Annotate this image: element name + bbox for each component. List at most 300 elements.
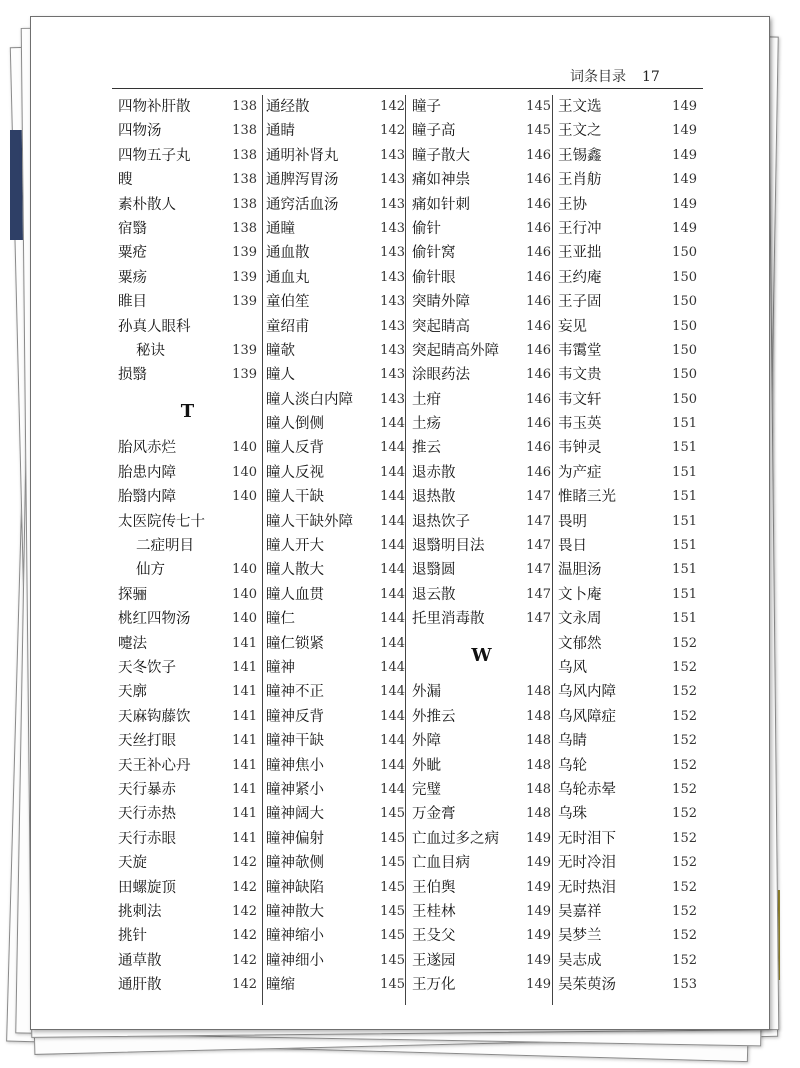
index-entry xyxy=(266,607,405,631)
index-entry xyxy=(558,900,697,924)
entry-page-number: 148 xyxy=(526,757,551,773)
entry-term: 韦钟灵 xyxy=(558,440,602,457)
entry-term: 瞳仁锁紧 xyxy=(266,635,324,652)
entry-page-number: 148 xyxy=(526,806,551,822)
entry-term: 瞳缩 xyxy=(266,977,295,994)
entry-term: 王行冲 xyxy=(558,220,602,237)
entry-page-number: 152 xyxy=(672,757,697,773)
entry-page-number: 144 xyxy=(380,781,405,797)
entry-term: 瞳神紧小 xyxy=(266,781,324,798)
entry-page-number: 146 xyxy=(526,440,551,456)
entry-page-number: 141 xyxy=(232,708,257,724)
entry-term: 胎患内障 xyxy=(118,464,176,481)
entry-term: 挑刺法 xyxy=(118,903,162,920)
entry-page-number: 148 xyxy=(526,733,551,749)
entry-page-number: 145 xyxy=(380,806,405,822)
entry-term: 瞳神缺陷 xyxy=(266,879,324,896)
index-entry xyxy=(558,388,697,412)
index-entry xyxy=(118,461,257,485)
entry-page-number: 141 xyxy=(232,733,257,749)
entry-term: 瞳人血贯 xyxy=(266,586,324,603)
entry-page-number: 144 xyxy=(380,416,405,432)
entry-term: 王伯舆 xyxy=(412,879,456,896)
entry-page-number: 145 xyxy=(380,879,405,895)
entry-term: 偷针 xyxy=(412,220,441,237)
index-entry xyxy=(118,632,257,656)
entry-term: 天麻钩藤饮 xyxy=(118,708,191,725)
index-entry xyxy=(118,510,257,534)
entry-page-number: 150 xyxy=(672,294,697,310)
entry-page-number: 141 xyxy=(232,635,257,651)
entry-page-number: 150 xyxy=(672,342,697,358)
index-entry xyxy=(266,802,405,826)
index-entry xyxy=(266,168,405,192)
entry-page-number: 146 xyxy=(526,172,551,188)
entry-page-number: 149 xyxy=(526,977,551,993)
entry-page-number: 150 xyxy=(672,367,697,383)
entry-term: 瞳神散大 xyxy=(266,903,324,920)
entry-term: 四物五子丸 xyxy=(118,147,191,164)
index-entry xyxy=(558,583,697,607)
entry-term: 无时泪下 xyxy=(558,830,616,847)
entry-page-number: 145 xyxy=(380,928,405,944)
column-divider xyxy=(405,95,406,1005)
entry-term: 畏明 xyxy=(558,513,587,530)
index-entry xyxy=(558,534,697,558)
entry-page-number: 139 xyxy=(232,342,257,358)
index-entry xyxy=(266,290,405,314)
index-entry xyxy=(266,827,405,851)
index-entry xyxy=(118,900,257,924)
entry-page-number: 149 xyxy=(672,196,697,212)
entry-page-number: 140 xyxy=(232,586,257,602)
index-entry xyxy=(558,802,697,826)
index-entry xyxy=(266,485,405,509)
index-entry xyxy=(118,339,257,363)
entry-page-number: 139 xyxy=(232,367,257,383)
entry-term: 王文选 xyxy=(558,99,602,115)
index-entry xyxy=(412,754,551,778)
entry-page-number: 144 xyxy=(380,562,405,578)
entry-term: 土疡 xyxy=(412,416,441,433)
entry-term: 痛如神祟 xyxy=(412,172,470,189)
index-entry xyxy=(412,485,551,509)
entry-term: 突睛外障 xyxy=(412,294,470,311)
section-letter: W xyxy=(471,644,492,666)
index-entry xyxy=(412,363,551,387)
index-entry xyxy=(412,851,551,875)
entry-term: 睢目 xyxy=(118,294,147,311)
entry-term: 偷针窝 xyxy=(412,245,456,262)
column-divider xyxy=(552,95,553,1005)
entry-page-number: 144 xyxy=(380,708,405,724)
entry-page-number: 152 xyxy=(672,903,697,919)
index-entry xyxy=(558,778,697,802)
index-entry xyxy=(558,485,697,509)
entry-page-number: 146 xyxy=(526,220,551,236)
entry-page-number: 143 xyxy=(380,220,405,236)
index-entry xyxy=(558,607,697,631)
entry-term: 天王补心丹 xyxy=(118,757,191,774)
index-entry xyxy=(118,266,257,290)
entry-term: 瞳神 xyxy=(266,659,295,676)
index-entry xyxy=(118,802,257,826)
entry-term: 天行赤眼 xyxy=(118,830,176,847)
entry-term: 瞳人倒侧 xyxy=(266,416,324,433)
entry-term: 瞳神缩小 xyxy=(266,928,324,945)
entry-term: 乌轮赤晕 xyxy=(558,781,616,798)
entry-term: 文郁然 xyxy=(558,635,602,652)
entry-page-number: 146 xyxy=(526,294,551,310)
entry-page-number: 139 xyxy=(232,294,257,310)
index-entry xyxy=(266,632,405,656)
entry-term: 天冬饮子 xyxy=(118,660,176,676)
entry-term: 乌风内障 xyxy=(558,684,616,701)
entry-term: 瞳人反视 xyxy=(266,464,324,481)
entry-term: 吴志成 xyxy=(558,952,602,969)
index-entry xyxy=(118,583,257,607)
index-entry xyxy=(266,315,405,339)
index-entry xyxy=(558,461,697,485)
index-entry xyxy=(118,778,257,802)
index-entry xyxy=(558,558,697,582)
entry-page-number: 145 xyxy=(380,977,405,993)
entry-page-number: 152 xyxy=(672,928,697,944)
entry-page-number: 150 xyxy=(672,245,697,261)
index-entry xyxy=(118,168,257,192)
entry-term: 童绍甫 xyxy=(266,318,310,335)
entry-page-number: 139 xyxy=(232,245,257,261)
entry-term: 推云 xyxy=(412,440,441,457)
index-entry xyxy=(266,924,405,948)
index-entry xyxy=(266,461,405,485)
index-entry xyxy=(266,412,405,436)
entry-page-number: 142 xyxy=(232,879,257,895)
index-entry xyxy=(412,949,551,973)
entry-term: 退翳圆 xyxy=(412,562,456,579)
entry-page-number: 139 xyxy=(232,269,257,285)
entry-page-number: 144 xyxy=(380,464,405,480)
index-entry xyxy=(118,754,257,778)
index-entry xyxy=(412,607,551,631)
index-entry xyxy=(558,827,697,851)
entry-term: 偷针眼 xyxy=(412,269,456,286)
index-entry xyxy=(412,315,551,339)
index-entry xyxy=(558,168,697,192)
index-entry xyxy=(558,339,697,363)
entry-term: 天旋 xyxy=(118,855,147,872)
index-entry xyxy=(266,900,405,924)
entry-page-number: 151 xyxy=(672,562,697,578)
entry-term: 退赤散 xyxy=(412,464,456,481)
entry-page-number: 146 xyxy=(526,391,551,407)
entry-page-number: 142 xyxy=(232,977,257,993)
entry-term: 畏日 xyxy=(558,538,587,555)
entry-term: 损翳 xyxy=(118,367,147,384)
index-entry xyxy=(118,924,257,948)
section-letter: T xyxy=(180,400,195,422)
entry-page-number: 143 xyxy=(380,318,405,334)
entry-page-number: 145 xyxy=(380,855,405,871)
entry-page-number: 138 xyxy=(232,147,257,163)
index-entry xyxy=(412,461,551,485)
index-entry xyxy=(118,876,257,900)
entry-page-number: 145 xyxy=(526,123,551,139)
entry-term: 秘诀 xyxy=(136,342,165,359)
entry-term: 通血丸 xyxy=(266,269,310,286)
entry-term: 天行暴赤 xyxy=(118,781,176,798)
entry-page-number: 141 xyxy=(232,757,257,773)
entry-term: 瞍 xyxy=(118,172,133,189)
entry-page-number: 146 xyxy=(526,147,551,163)
entry-page-number: 152 xyxy=(672,708,697,724)
entry-term: 退云散 xyxy=(412,586,456,603)
entry-page-number: 151 xyxy=(672,586,697,602)
entry-term: 万金膏 xyxy=(412,806,456,823)
entry-page-number: 152 xyxy=(672,684,697,700)
index-entry xyxy=(266,266,405,290)
entry-page-number: 138 xyxy=(232,123,257,139)
index-entry xyxy=(412,802,551,826)
index-entry xyxy=(266,754,405,778)
entry-page-number: 146 xyxy=(526,318,551,334)
running-header xyxy=(570,66,660,86)
index-entry xyxy=(266,705,405,729)
entry-page-number: 145 xyxy=(380,903,405,919)
index-entry xyxy=(118,95,257,119)
entry-term: 王遂园 xyxy=(412,952,456,969)
entry-term: 天行赤热 xyxy=(118,806,176,823)
entry-page-number: 138 xyxy=(232,220,257,236)
entry-term: 妄见 xyxy=(558,318,587,335)
entry-page-number: 149 xyxy=(526,855,551,871)
index-entry xyxy=(412,290,551,314)
index-entry xyxy=(412,95,551,119)
index-entry xyxy=(412,193,551,217)
entry-page-number: 143 xyxy=(380,196,405,212)
entry-term: 吴嘉祥 xyxy=(558,903,602,920)
index-entry xyxy=(412,266,551,290)
index-entry xyxy=(412,436,551,460)
index-entry xyxy=(266,778,405,802)
entry-term: 亡血目病 xyxy=(412,855,470,872)
entry-page-number: 144 xyxy=(380,757,405,773)
index-entry xyxy=(412,827,551,851)
index-entry xyxy=(266,534,405,558)
index-column-4 xyxy=(558,95,697,997)
entry-term: 王文之 xyxy=(558,123,602,140)
entry-term: 亡血过多之病 xyxy=(412,830,499,847)
index-entry xyxy=(558,949,697,973)
index-entry xyxy=(558,510,697,534)
index-entry xyxy=(266,388,405,412)
entry-term: 通草散 xyxy=(118,952,162,969)
entry-page-number: 147 xyxy=(526,513,551,529)
index-entry xyxy=(558,144,697,168)
entry-term: 乌风障症 xyxy=(558,708,616,725)
index-entry xyxy=(558,876,697,900)
entry-page-number: 148 xyxy=(526,708,551,724)
entry-term: 瞳神阔大 xyxy=(266,806,324,823)
entry-term: 嚏法 xyxy=(118,635,147,652)
entry-page-number: 151 xyxy=(672,489,697,505)
index-entry xyxy=(558,656,697,680)
entry-term: 韦霭堂 xyxy=(558,342,602,359)
entry-term: 通睛 xyxy=(266,123,295,140)
index-entry xyxy=(558,973,697,997)
entry-term: 瞳子 xyxy=(412,99,441,115)
index-entry xyxy=(412,339,551,363)
entry-page-number: 152 xyxy=(672,879,697,895)
index-entry xyxy=(266,729,405,753)
entry-term: 韦文贵 xyxy=(558,367,602,384)
index-entry xyxy=(266,680,405,704)
entry-term: 通经散 xyxy=(266,99,310,115)
entry-term: 桃红四物汤 xyxy=(118,611,191,628)
entry-term: 惟睹三光 xyxy=(558,489,616,506)
header-rule xyxy=(112,88,703,89)
entry-term: 瞳人干缺 xyxy=(266,489,324,506)
index-entry xyxy=(118,534,257,558)
index-entry xyxy=(412,973,551,997)
entry-page-number: 143 xyxy=(380,342,405,358)
entry-term: 二症明目 xyxy=(136,538,194,555)
entry-page-number: 151 xyxy=(672,513,697,529)
entry-term: 瞳仁 xyxy=(266,611,295,628)
entry-page-number: 150 xyxy=(672,318,697,334)
entry-page-number: 150 xyxy=(672,391,697,407)
index-entry xyxy=(118,680,257,704)
index-entry xyxy=(118,241,257,265)
index-entry xyxy=(118,656,257,680)
entry-term: 孙真人眼科 xyxy=(118,318,191,335)
entry-page-number: 141 xyxy=(232,806,257,822)
entry-page-number: 144 xyxy=(380,586,405,602)
entry-page-number: 146 xyxy=(526,464,551,480)
entry-page-number: 141 xyxy=(232,830,257,846)
entry-term: 外障 xyxy=(412,733,441,750)
entry-page-number: 144 xyxy=(380,635,405,651)
index-entry xyxy=(412,558,551,582)
index-entry xyxy=(558,266,697,290)
entry-term: 突起睛高外障 xyxy=(412,342,499,359)
entry-page-number: 142 xyxy=(232,928,257,944)
index-entry xyxy=(118,119,257,143)
entry-page-number: 150 xyxy=(672,269,697,285)
entry-term: 完璧 xyxy=(412,781,441,798)
index-entry xyxy=(558,363,697,387)
entry-page-number: 140 xyxy=(232,562,257,578)
entry-page-number: 146 xyxy=(526,245,551,261)
index-entry xyxy=(412,778,551,802)
entry-term: 瞳人散大 xyxy=(266,562,324,579)
index-entry xyxy=(558,729,697,753)
entry-page-number: 145 xyxy=(380,952,405,968)
entry-term: 王亚拙 xyxy=(558,245,602,262)
entry-page-number: 152 xyxy=(672,830,697,846)
entry-term: 粟疡 xyxy=(118,269,147,286)
entry-page-number: 151 xyxy=(672,464,697,480)
entry-term: 天丝打眼 xyxy=(118,733,176,750)
entry-page-number: 144 xyxy=(380,611,405,627)
entry-page-number: 149 xyxy=(526,928,551,944)
entry-term: 土疳 xyxy=(412,391,441,408)
index-entry xyxy=(558,680,697,704)
entry-term: 涂眼药法 xyxy=(412,367,470,384)
entry-term: 素朴散人 xyxy=(118,196,176,213)
entry-term: 乌珠 xyxy=(558,806,587,823)
entry-term: 通脾泻胃汤 xyxy=(266,172,339,189)
entry-page-number: 145 xyxy=(380,830,405,846)
index-column-2 xyxy=(266,95,405,997)
index-entry xyxy=(412,388,551,412)
index-entry xyxy=(266,949,405,973)
index-entry xyxy=(266,193,405,217)
entry-term: 童伯笙 xyxy=(266,294,310,311)
index-entry xyxy=(266,241,405,265)
entry-term: 文永周 xyxy=(558,611,602,628)
entry-term: 太医院传七十 xyxy=(118,513,205,530)
entry-page-number: 147 xyxy=(526,538,551,554)
index-entry xyxy=(266,656,405,680)
entry-term: 瞳神不正 xyxy=(266,684,324,701)
index-entry xyxy=(558,193,697,217)
entry-term: 通血散 xyxy=(266,245,310,262)
index-entry xyxy=(118,949,257,973)
entry-page-number: 143 xyxy=(380,294,405,310)
entry-page-number: 151 xyxy=(672,440,697,456)
entry-page-number: 152 xyxy=(672,733,697,749)
entry-page-number: 140 xyxy=(232,611,257,627)
entry-term: 瞳子高 xyxy=(412,123,456,140)
index-entry xyxy=(266,876,405,900)
entry-term: 通窍活血汤 xyxy=(266,196,339,213)
entry-page-number: 138 xyxy=(232,99,257,114)
entry-page-number: 144 xyxy=(380,513,405,529)
entry-term: 通明补肾丸 xyxy=(266,147,339,164)
index-entry xyxy=(412,729,551,753)
entry-term: 瞳神细小 xyxy=(266,952,324,969)
index-entry xyxy=(118,729,257,753)
entry-term: 吴茱萸汤 xyxy=(558,977,616,994)
entry-page-number: 146 xyxy=(526,367,551,383)
index-column-3 xyxy=(412,95,551,997)
entry-term: 无时热泪 xyxy=(558,879,616,896)
entry-term: 瞳人干缺外障 xyxy=(266,513,353,530)
index-entry xyxy=(558,632,697,656)
entry-term: 外推云 xyxy=(412,708,456,725)
index-entry xyxy=(118,193,257,217)
entry-term: 瞳神偏射 xyxy=(266,830,324,847)
index-entry xyxy=(266,973,405,997)
entry-page-number: 144 xyxy=(380,659,405,675)
entry-page-number: 149 xyxy=(672,147,697,163)
index-entry xyxy=(558,705,697,729)
entry-page-number: 149 xyxy=(526,903,551,919)
entry-page-number: 149 xyxy=(672,172,697,188)
entry-page-number: 149 xyxy=(672,123,697,139)
entry-page-number: 140 xyxy=(232,464,257,480)
index-entry xyxy=(412,924,551,948)
entry-term: 胎风赤烂 xyxy=(118,440,176,457)
entry-page-number: 151 xyxy=(672,611,697,627)
index-entry xyxy=(118,363,257,387)
entry-term: 胎翳内障 xyxy=(118,489,176,506)
index-entry xyxy=(412,144,551,168)
entry-page-number: 147 xyxy=(526,586,551,602)
index-entry xyxy=(266,339,405,363)
entry-page-number: 143 xyxy=(380,269,405,285)
